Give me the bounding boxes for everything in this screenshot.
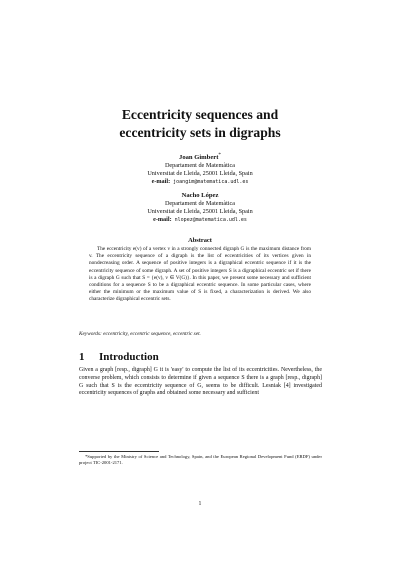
footnote-rule [79, 451, 159, 452]
abstract-text: The eccentricity e(v) of a vertex v in a strongly connected digraph G is the maximum distance from v. The eccentricity sequence of a digraph is the list of eccentricities of its vertices given in nondecreasing order. A sequence of positive integers is a digraphical eccentric sequence if it is the eccentricity sequence of some digraph. A set of positive integers S is a digraphical eccentric set if there is a digraph G such that S = {e(v), v ∈ V(G)}. In this paper, we present some necessary and sufficient conditions for a sequence S to be a digraphical eccentric sequence. In some particular cases, where either the minimum or the maximum value of S is fixed, a characterization is derived. We also characterize digraphical eccentric sets. [89, 246, 311, 303]
author-name: Joan Gimbert [179, 154, 219, 162]
author-department: Departament de Matemàtica [164, 162, 236, 170]
intro-paragraph: Given a graph [resp., digraph] G it is 'easy' to compute the list of its eccentricities. Nevertheless, the converse problem, which consists to determine if given a sequence S there is a graph [resp., digraph] G such that S is the eccentricity sequence of G, seems to be difficult. Lesniak [4] investigated eccentricity sequences of graphs and obtained some necessary and sufficient [79, 367, 322, 397]
author-name: Nacho López [181, 192, 219, 199]
author-email: nlopez@matematica.udl.es [174, 217, 247, 223]
footnote: *Supported by the Ministry of Science and Technology, Spain, and the European Regional Development Fund (ERDF) under project TIC-2001-2171. [79, 454, 322, 465]
email-label: e-mail: [151, 178, 171, 186]
author-affiliation: Universitat de Lleida, 25001 Lleida, Spain [147, 208, 253, 215]
section-number: 1 [79, 351, 85, 363]
email-label: e-mail: [153, 216, 172, 223]
author-block-1 [60, 151, 340, 186]
footnote-mark: * [218, 152, 221, 158]
keywords-list: eccentricity, eccentric sequence, eccentric set. [103, 331, 201, 337]
author-affiliation: Universitat de Lleida, 25001 Lleida, Spain [147, 170, 253, 178]
section-heading [79, 351, 159, 363]
author-block-2 [60, 192, 340, 224]
author-department: Departament de Matemàtica [164, 200, 236, 207]
keywords-label: Keywords: [79, 331, 102, 337]
title-line-1: Eccentricity sequences and [121, 107, 279, 122]
keywords [79, 331, 329, 338]
author-email: joangim@matematica.udl.es [173, 179, 249, 186]
title-line-2: eccentricity sets in digraphs [119, 125, 281, 140]
page-number: 1 [198, 501, 202, 507]
section-title: Introduction [99, 351, 159, 363]
paper-title [40, 106, 360, 142]
abstract-heading: Abstract [188, 237, 212, 244]
